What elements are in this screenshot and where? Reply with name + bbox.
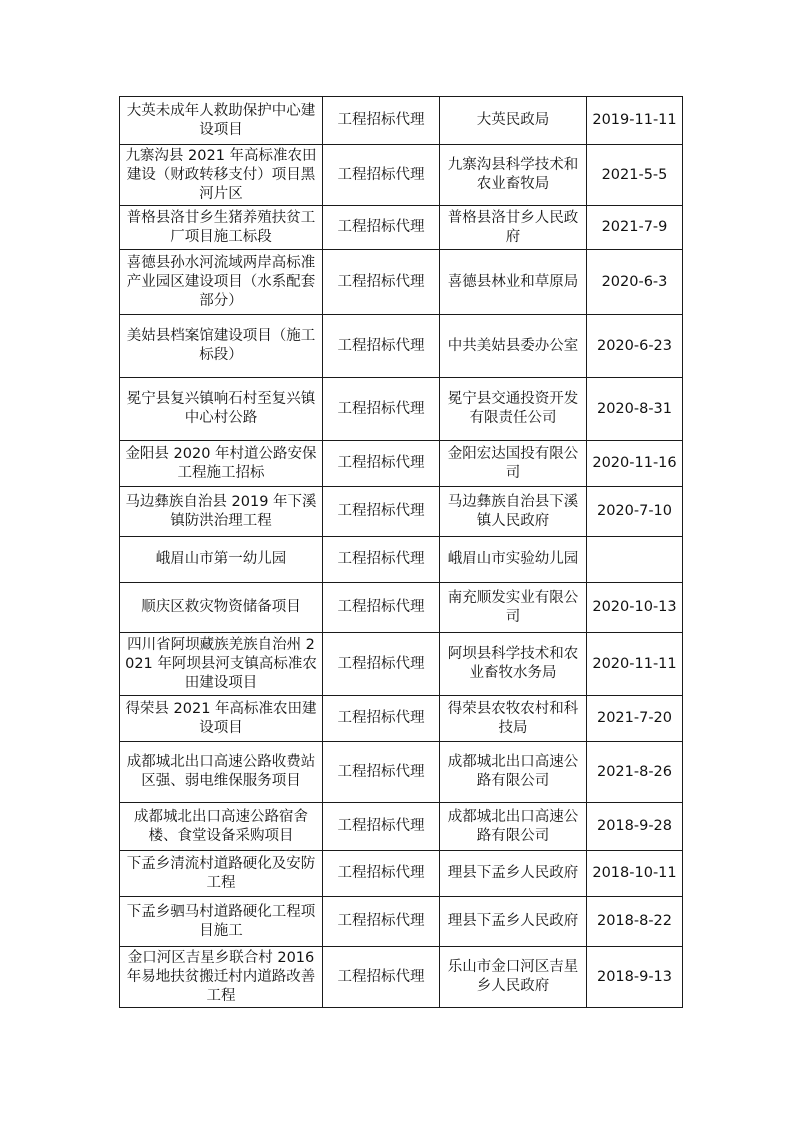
service-type-cell: 工程招标代理: [323, 441, 440, 487]
date-cell: 2020-6-3: [587, 250, 683, 315]
service-type-cell: 工程招标代理: [323, 851, 440, 897]
date-cell: 2020-11-16: [587, 441, 683, 487]
service-type-cell: 工程招标代理: [323, 803, 440, 851]
project-table-body: [120, 97, 683, 1008]
date-cell: 2020-6-23: [587, 315, 683, 378]
date-cell: 2020-7-10: [587, 487, 683, 537]
date-cell: 2019-11-11: [587, 97, 683, 145]
client-agency-cell: 成都城北出口高速公路有限公司: [440, 803, 587, 851]
project-name-cell: 喜德县孙水河流域两岸高标准产业园区建设项目（水系配套部分）: [120, 250, 323, 315]
project-name-cell: 得荣县 2021 年高标准农田建设项目: [120, 696, 323, 742]
service-type-cell: 工程招标代理: [323, 250, 440, 315]
table-row: [120, 851, 683, 897]
table-row: [120, 742, 683, 803]
client-agency-cell: 成都城北出口高速公路有限公司: [440, 742, 587, 803]
date-cell: 2020-10-13: [587, 583, 683, 633]
table-row: [120, 537, 683, 583]
client-agency-cell: 峨眉山市实验幼儿园: [440, 537, 587, 583]
project-name-cell: 成都城北出口高速公路收费站区强、弱电维保服务项目: [120, 742, 323, 803]
service-type-cell: 工程招标代理: [323, 315, 440, 378]
service-type-cell: 工程招标代理: [323, 206, 440, 250]
project-table: [119, 96, 683, 1008]
client-agency-cell: 阿坝县科学技术和农业畜牧水务局: [440, 633, 587, 696]
client-agency-cell: 南充顺发实业有限公司: [440, 583, 587, 633]
client-agency-cell: 金阳宏达国投有限公司: [440, 441, 587, 487]
service-type-cell: 工程招标代理: [323, 537, 440, 583]
project-name-cell: 金口河区吉星乡联合村 2016 年易地扶贫搬迁村内道路改善工程: [120, 947, 323, 1008]
service-type-cell: 工程招标代理: [323, 742, 440, 803]
table-row: [120, 315, 683, 378]
service-type-cell: 工程招标代理: [323, 696, 440, 742]
date-cell: [587, 537, 683, 583]
project-name-cell: 九寨沟县 2021 年高标准农田建设（财政转移支付）项目黑河片区: [120, 145, 323, 206]
service-type-cell: 工程招标代理: [323, 145, 440, 206]
client-agency-cell: 大英民政局: [440, 97, 587, 145]
date-cell: 2020-8-31: [587, 378, 683, 441]
date-cell: 2018-9-28: [587, 803, 683, 851]
table-row: [120, 250, 683, 315]
table-row: [120, 583, 683, 633]
date-cell: 2021-7-20: [587, 696, 683, 742]
service-type-cell: 工程招标代理: [323, 97, 440, 145]
table-row: [120, 97, 683, 145]
date-cell: 2018-8-22: [587, 897, 683, 947]
client-agency-cell: 中共美姑县委办公室: [440, 315, 587, 378]
project-name-cell: 冕宁县复兴镇响石村至复兴镇中心村公路: [120, 378, 323, 441]
client-agency-cell: 乐山市金口河区吉星乡人民政府: [440, 947, 587, 1008]
project-name-cell: 顺庆区救灾物资储备项目: [120, 583, 323, 633]
date-cell: 2021-5-5: [587, 145, 683, 206]
client-agency-cell: 理县下孟乡人民政府: [440, 897, 587, 947]
table-row: [120, 803, 683, 851]
project-name-cell: 下孟乡清流村道路硬化及安防工程: [120, 851, 323, 897]
service-type-cell: 工程招标代理: [323, 583, 440, 633]
project-name-cell: 金阳县 2020 年村道公路安保工程施工招标: [120, 441, 323, 487]
service-type-cell: 工程招标代理: [323, 947, 440, 1008]
service-type-cell: 工程招标代理: [323, 633, 440, 696]
table-row: [120, 487, 683, 537]
project-name-cell: 普格县洛甘乡生猪养殖扶贫工厂项目施工标段: [120, 206, 323, 250]
service-type-cell: 工程招标代理: [323, 897, 440, 947]
table-row: [120, 206, 683, 250]
project-name-cell: 美姑县档案馆建设项目（施工标段）: [120, 315, 323, 378]
client-agency-cell: 普格县洛甘乡人民政府: [440, 206, 587, 250]
date-cell: 2021-7-9: [587, 206, 683, 250]
table-row: [120, 378, 683, 441]
project-name-cell: 四川省阿坝藏族羌族自治州 2021 年阿坝县河支镇高标准农田建设项目: [120, 633, 323, 696]
project-name-cell: 下孟乡驷马村道路硬化工程项目施工: [120, 897, 323, 947]
table-row: [120, 897, 683, 947]
table-row: [120, 441, 683, 487]
service-type-cell: 工程招标代理: [323, 378, 440, 441]
project-name-cell: 成都城北出口高速公路宿舍楼、食堂设备采购项目: [120, 803, 323, 851]
date-cell: 2020-11-11: [587, 633, 683, 696]
client-agency-cell: 九寨沟县科学技术和农业畜牧局: [440, 145, 587, 206]
table-row: [120, 633, 683, 696]
table-row: [120, 145, 683, 206]
client-agency-cell: 冕宁县交通投资开发有限责任公司: [440, 378, 587, 441]
service-type-cell: 工程招标代理: [323, 487, 440, 537]
date-cell: 2018-9-13: [587, 947, 683, 1008]
client-agency-cell: 理县下孟乡人民政府: [440, 851, 587, 897]
date-cell: 2021-8-26: [587, 742, 683, 803]
client-agency-cell: 马边彝族自治县下溪镇人民政府: [440, 487, 587, 537]
project-name-cell: 峨眉山市第一幼儿园: [120, 537, 323, 583]
client-agency-cell: 喜德县林业和草原局: [440, 250, 587, 315]
client-agency-cell: 得荣县农牧农村和科技局: [440, 696, 587, 742]
project-name-cell: 大英未成年人救助保护中心建设项目: [120, 97, 323, 145]
date-cell: 2018-10-11: [587, 851, 683, 897]
table-row: [120, 696, 683, 742]
table-row: [120, 947, 683, 1008]
project-name-cell: 马边彝族自治县 2019 年下溪镇防洪治理工程: [120, 487, 323, 537]
